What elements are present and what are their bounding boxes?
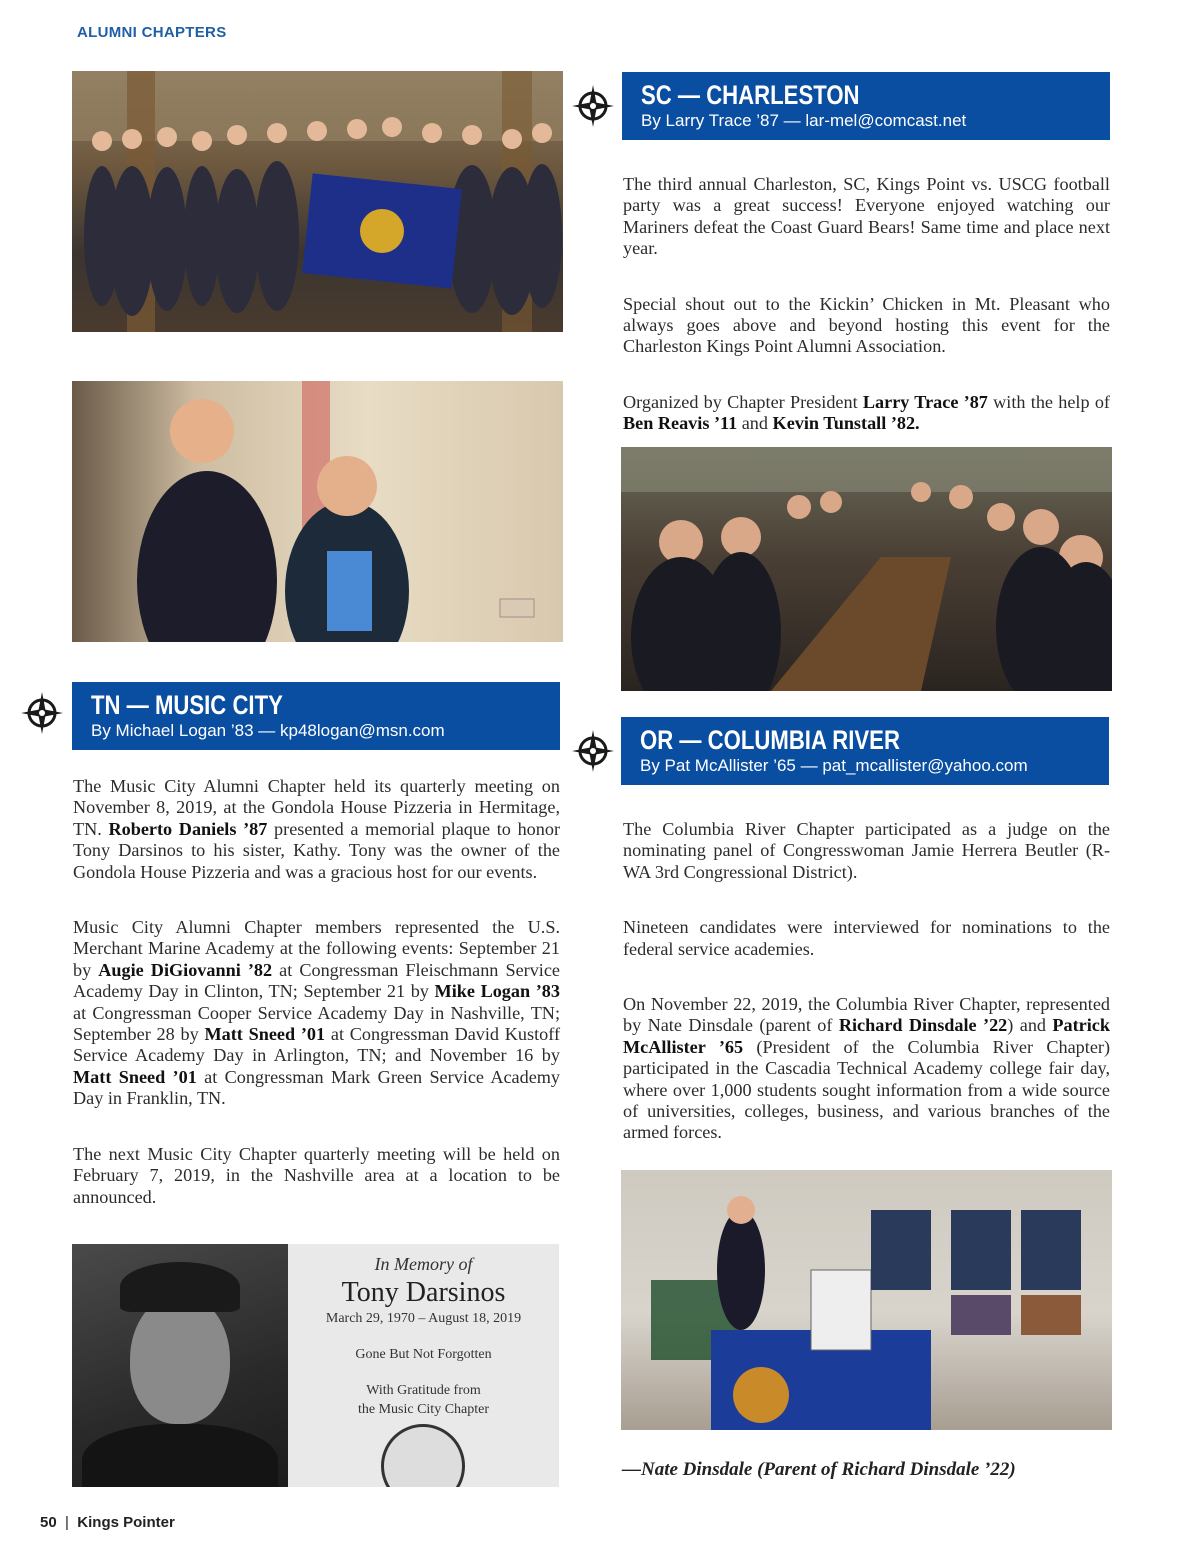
sc-paragraph-3: Organized by Chapter President Larry Trace ’87 with the help of Ben Reavis ’11 and Kevin Tunstall ’82. [623,391,1110,434]
or-body [623,819,1110,1178]
page-footer [40,1514,175,1531]
plaque-in-memory: In Memory of [374,1254,473,1274]
or-paragraph-3: On November 22, 2019, the Columbia River Chapter, represented by Nate Dinsdale (parent of Richard Dinsdale ’22) and Patrick McAllister ’65 (President of the Columbia River Chapter) participated in the Cascadia Technical Academy college fair day, where over 1,000 students sought information from a wide source of universities, colleges, business, and various branches of the armed forces. [623,994,1111,1143]
section-byline: By Michael Logan ’83 — kp48logan@msn.com [91,721,445,740]
college-fair-photo [621,1170,1112,1430]
plaque-gone: Gone But Not Forgotten [355,1347,492,1362]
group-photo-banner [72,71,563,332]
plaque-gratitude [288,1381,559,1419]
publication-name: Kings Pointer [77,1514,175,1531]
tn-body [73,776,560,1242]
section-title: TN — MUSIC CITY [91,690,283,720]
sc-body [623,174,1110,469]
plaque-dates: March 29, 1970 – August 18, 2019 [325,1311,522,1326]
sc-charleston-header [622,72,1110,140]
or-paragraph-1: The Columbia River Chapter participated as a judge on the nominating panel of Congresswoman Jamie Herrera Beutler (R-WA 3rd Congressional District). [623,819,1110,882]
section-title: SC — CHARLESTON [641,80,860,110]
portrait-face [130,1294,230,1424]
section-byline: By Larry Trace ’87 — lar-mel@comcast.net [641,111,967,130]
sc-paragraph-1: The third annual Charleston, SC, Kings Point vs. USCG football party was a great success! Everyone enjoyed watching our Mariners defeat the Coast Guard Bears! Same time and place next year. [623,174,1110,259]
party-photo [621,447,1112,691]
tn-paragraph-2: Music City Alumni Chapter members represented the U.S. Merchant Marine Academy at the following events: September 21 by Augie DiGiovanni ’82 at Congressman Fleischmann Service Academy Day in Clinton, TN; September 21 by Mike Logan ’83 at Congressman Cooper Service Academy Day in Nashville, TN; September 28 by Matt Sneed ’01 at Congressman David Kustoff Service Academy Day in Arlington, TN; and November 16 by Matt Sneed ’01 at Congressman Mark Green Service Academy Day in Franklin, TN. [73,917,561,1109]
memorial-plaque [72,1244,559,1487]
tn-music-city-header [72,682,560,750]
section-title: OR — COLUMBIA RIVER [640,725,900,755]
plaque-gratitude-line2: the Music City Chapter [357,1402,490,1417]
page-number: 50 [40,1514,57,1531]
portrait-body [82,1424,278,1487]
portrait-hat [120,1262,240,1312]
plaque-text [288,1244,559,1419]
tn-paragraph-1: The Music City Alumni Chapter held its quarterly meeting on November 8, 2019, at the Gondola House Pizzeria in Hermitage, TN. Roberto Daniels ’87 presented a memorial plaque to honor Tony Darsinos to his sister, Kathy. Tony was the owner of the Gondola House Pizzeria and was a gracious host for our events. [73,776,561,882]
party-photo-art [621,447,1112,691]
compass-rose-icon [571,729,615,773]
section-label: ALUMNI CHAPTERS [77,24,227,41]
alumni-seal-icon [381,1424,465,1487]
sc-paragraph-2: Special shout out to the Kickin’ Chicken in Mt. Pleasant who always goes above and beyond hosting this event for the Charleston Kings Point Alumni Association. [623,293,1110,357]
or-columbia-river-header [621,717,1109,785]
portrait-photo [72,1244,288,1487]
handshake-photo [72,381,563,642]
group-photo-art [72,71,563,332]
footer-separator: | [65,1514,69,1531]
compass-rose-icon [20,691,64,735]
section-byline: By Pat McAllister ’65 — pat_mcallister@yahoo.com [640,756,1028,775]
or-paragraph-2: Nineteen candidates were interviewed for nominations to the federal service academies. [623,917,1110,959]
tn-paragraph-3: The next Music City Chapter quarterly meeting will be held on February 7, 2019, in the Nashville area at a location to be announced. [73,1143,560,1207]
college-fair-photo-art [621,1170,1112,1430]
photo-caption: —Nate Dinsdale (Parent of Richard Dinsdale ’22) [622,1459,1016,1480]
handshake-photo-art [72,381,563,642]
compass-rose-icon [571,84,615,128]
plaque-name: Tony Darsinos [341,1277,506,1308]
plaque-gratitude-line1: With Gratitude from [366,1383,481,1398]
